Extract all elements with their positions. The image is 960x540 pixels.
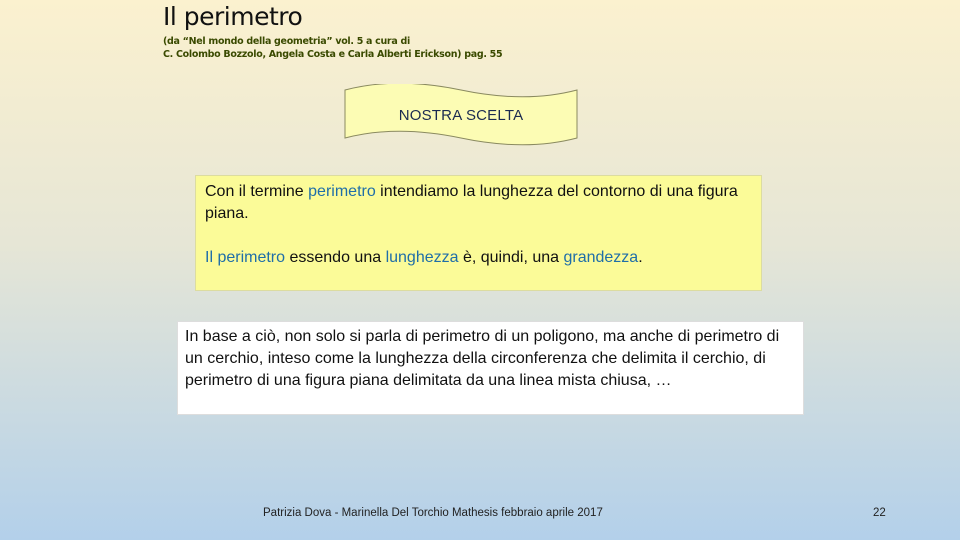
term-lunghezza: lunghezza (385, 249, 459, 266)
page-number: 22 (873, 507, 886, 519)
definition-box (195, 175, 762, 291)
banner-label: NOSTRA SCELTA (398, 106, 524, 124)
quantity-text: è, quindi, una (458, 249, 564, 266)
note-box: In base a ciò, non solo si parla di perimetro di un poligono, ma anche di perimetro di un cerchio, inteso come la lunghezza della circonferenza che delimita il cerchio, di perimetro di una figura piana delimitata da una linea mista chiusa, … (177, 321, 804, 415)
footer-authors: Patrizia Dova - Marinella Del Torchio Mathesis febbraio aprile 2017 (263, 507, 603, 519)
citation-line-1: (da “Nel mondo della geometria” vol. 5 a cura di (163, 36, 410, 47)
definition-text: intendiamo la lunghezza del contorno di una figura piana. (205, 183, 738, 222)
quantity-paragraph (205, 247, 752, 269)
citation-line-2: C. Colombo Bozzolo, Angela Costa e Carla Alberti Erickson) pag. 55 (163, 49, 503, 60)
term-grandezza: grandezza (563, 249, 639, 266)
term-il-perimetro: Il perimetro (205, 249, 286, 266)
quantity-text: essendo una (285, 249, 386, 266)
definition-text: Con il termine (205, 183, 309, 200)
quantity-text: . (638, 249, 643, 266)
term-perimetro: perimetro (308, 183, 376, 200)
definition-paragraph (205, 181, 752, 225)
slide-title: Il perimetro (163, 2, 303, 31)
source-citation (163, 35, 502, 61)
wave-banner (343, 84, 579, 146)
